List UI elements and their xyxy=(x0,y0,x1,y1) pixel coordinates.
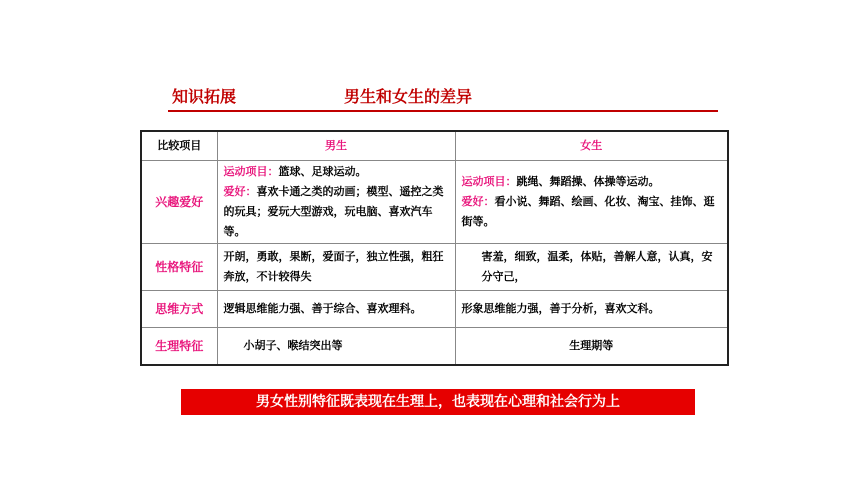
female-physiology-cell: 生理期等 xyxy=(455,328,728,366)
comparison-table xyxy=(140,130,729,366)
row-label-interests: 兴趣爱好 xyxy=(141,161,217,244)
column-header-female: 女生 xyxy=(455,131,728,161)
row-label-thinking: 思维方式 xyxy=(141,291,217,328)
male-physiology-cell: 小胡子、喉结突出等 xyxy=(217,328,455,366)
table-row xyxy=(141,244,728,291)
column-header-male: 男生 xyxy=(217,131,455,161)
male-sport-label: 运动项目： xyxy=(223,165,279,178)
female-thinking-cell: 形象思维能力强，善于分析，喜欢文科。 xyxy=(455,291,728,328)
female-hobby-text: 看小说、舞蹈、绘画、化妆、淘宝、挂饰、逛街等。 xyxy=(461,195,715,228)
male-sport-text: 篮球、足球运动。 xyxy=(278,165,367,178)
table-row xyxy=(141,161,728,244)
table-header-row xyxy=(141,131,728,161)
male-personality-cell: 开朗，勇敢，果断，爱面子，独立性强，粗狂奔放，不计较得失 xyxy=(217,244,455,291)
table-row xyxy=(141,328,728,366)
column-header-item: 比较项目 xyxy=(141,131,217,161)
female-sport-text: 跳绳、舞蹈操、体操等运动。 xyxy=(516,175,660,188)
male-thinking-cell: 逻辑思维能力强、善于综合、喜欢理科。 xyxy=(217,291,455,328)
table-row xyxy=(141,291,728,328)
female-hobby-label: 爱好： xyxy=(461,195,495,208)
row-label-personality: 性格特征 xyxy=(141,244,217,291)
male-hobby-text: 喜欢卡通之类的动画；模型、遥控之类的玩具；爱玩大型游戏，玩电脑、喜欢汽车等。 xyxy=(223,185,444,238)
female-interests-cell xyxy=(455,161,728,244)
female-sport-label: 运动项目： xyxy=(461,175,517,188)
male-interests-cell xyxy=(217,161,455,244)
page-title: 男生和女生的差异 xyxy=(344,87,473,106)
female-personality-cell: 害羞，细致，温柔，体贴，善解人意，认真，安分守己， xyxy=(455,244,728,291)
male-hobby-label: 爱好： xyxy=(223,185,257,198)
row-label-physiology: 生理特征 xyxy=(141,328,217,366)
summary-banner: 男女性别特征既表现在生理上，也表现在心理和社会行为上 xyxy=(181,389,695,415)
section-header xyxy=(168,82,718,112)
section-label: 知识拓展 xyxy=(172,87,237,106)
